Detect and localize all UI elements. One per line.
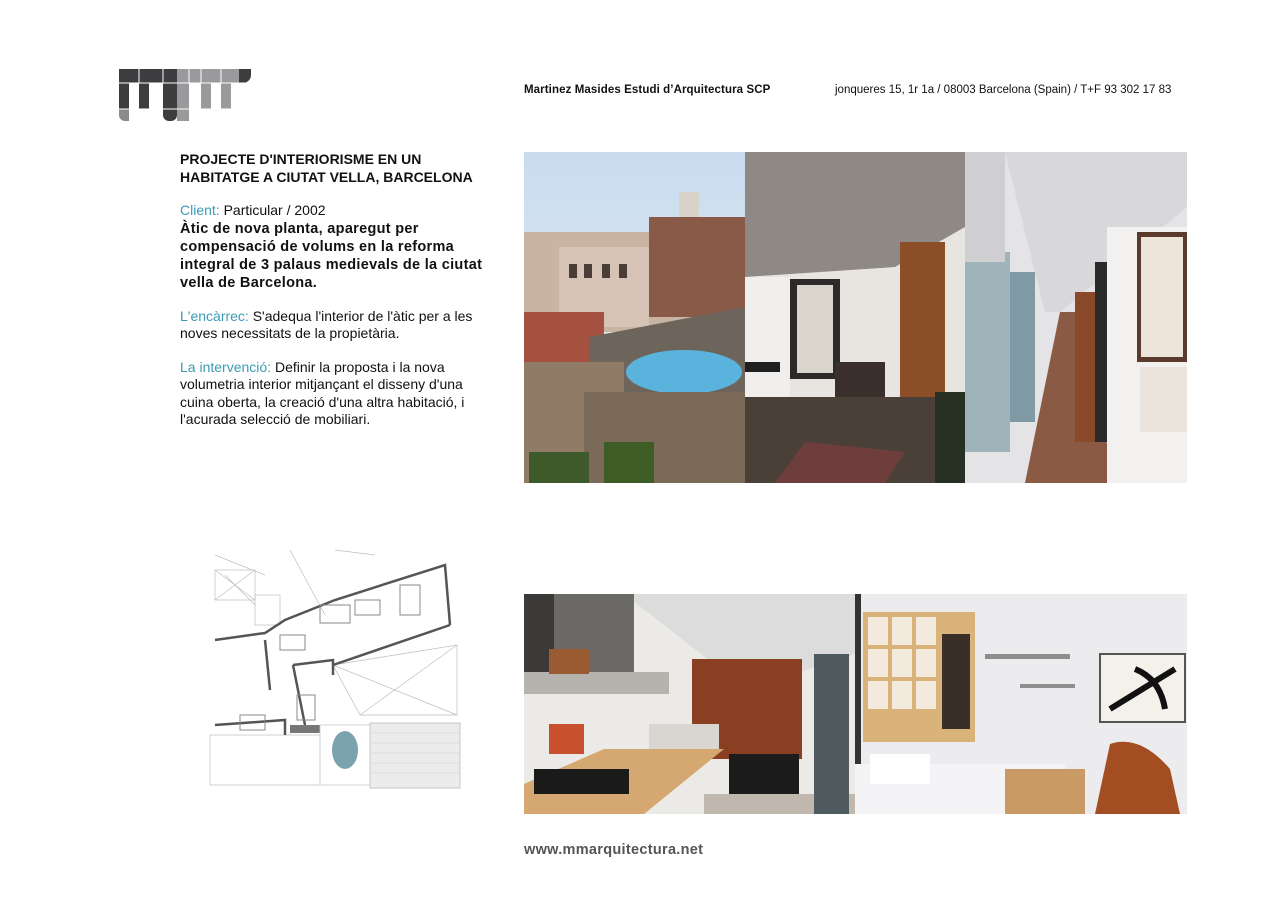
firm-address: jonqueres 15, 1r 1a / 08003 Barcelona (Spain) / T+F 93 302 17 83 [835, 84, 1172, 96]
website-link[interactable]: www.mmarquitectura.net [524, 842, 704, 858]
firm-name: Martinez Masides Estudi d’Arquitectura SCP [524, 84, 771, 96]
intervention-label: La intervenció: [180, 358, 272, 375]
title-line-1: PROJECTE D'INTERIORISME EN UN [180, 151, 422, 167]
top-photo-strip [524, 152, 1187, 483]
commission-info [180, 308, 500, 343]
client-value: Particular / 2002 [223, 202, 326, 218]
title-line-2: HABITATGE A CIUTAT VELLA, BARCELONA [180, 169, 473, 185]
intervention-info [180, 359, 500, 429]
photo-corridor [965, 152, 1187, 483]
photo-rooftop-pool [524, 152, 745, 483]
client-info [180, 202, 500, 220]
photo-bedroom [855, 594, 1187, 814]
bottom-photo-strip [524, 594, 1187, 814]
floor-plan [205, 545, 465, 790]
project-summary: Àtic de nova planta, aparegut per compensació de volums en la reforma integral de 3 palaus medievals de la ciutat vella de Barcelona. [180, 220, 483, 291]
mm-logo-icon [119, 69, 253, 121]
intervention-text: Definir la proposta i la nova volumetria interior mitjançant el disseny d'una cuina oberta, la creació d'una altra habitació, i l'acurada selecció de mobiliari. [180, 358, 465, 427]
commission-label: L'encàrrec: [180, 307, 249, 324]
project-description [180, 150, 500, 429]
client-label: Client: [180, 202, 220, 218]
photo-entrance-hall [745, 152, 965, 483]
photo-kitchen-living [524, 594, 855, 814]
pool-shape [332, 731, 358, 769]
commission-text: S'adequa l'interior de l'àtic per a les noves necessitats de la propietària. [180, 307, 473, 341]
firm-logo [119, 69, 253, 121]
project-title [180, 150, 500, 186]
